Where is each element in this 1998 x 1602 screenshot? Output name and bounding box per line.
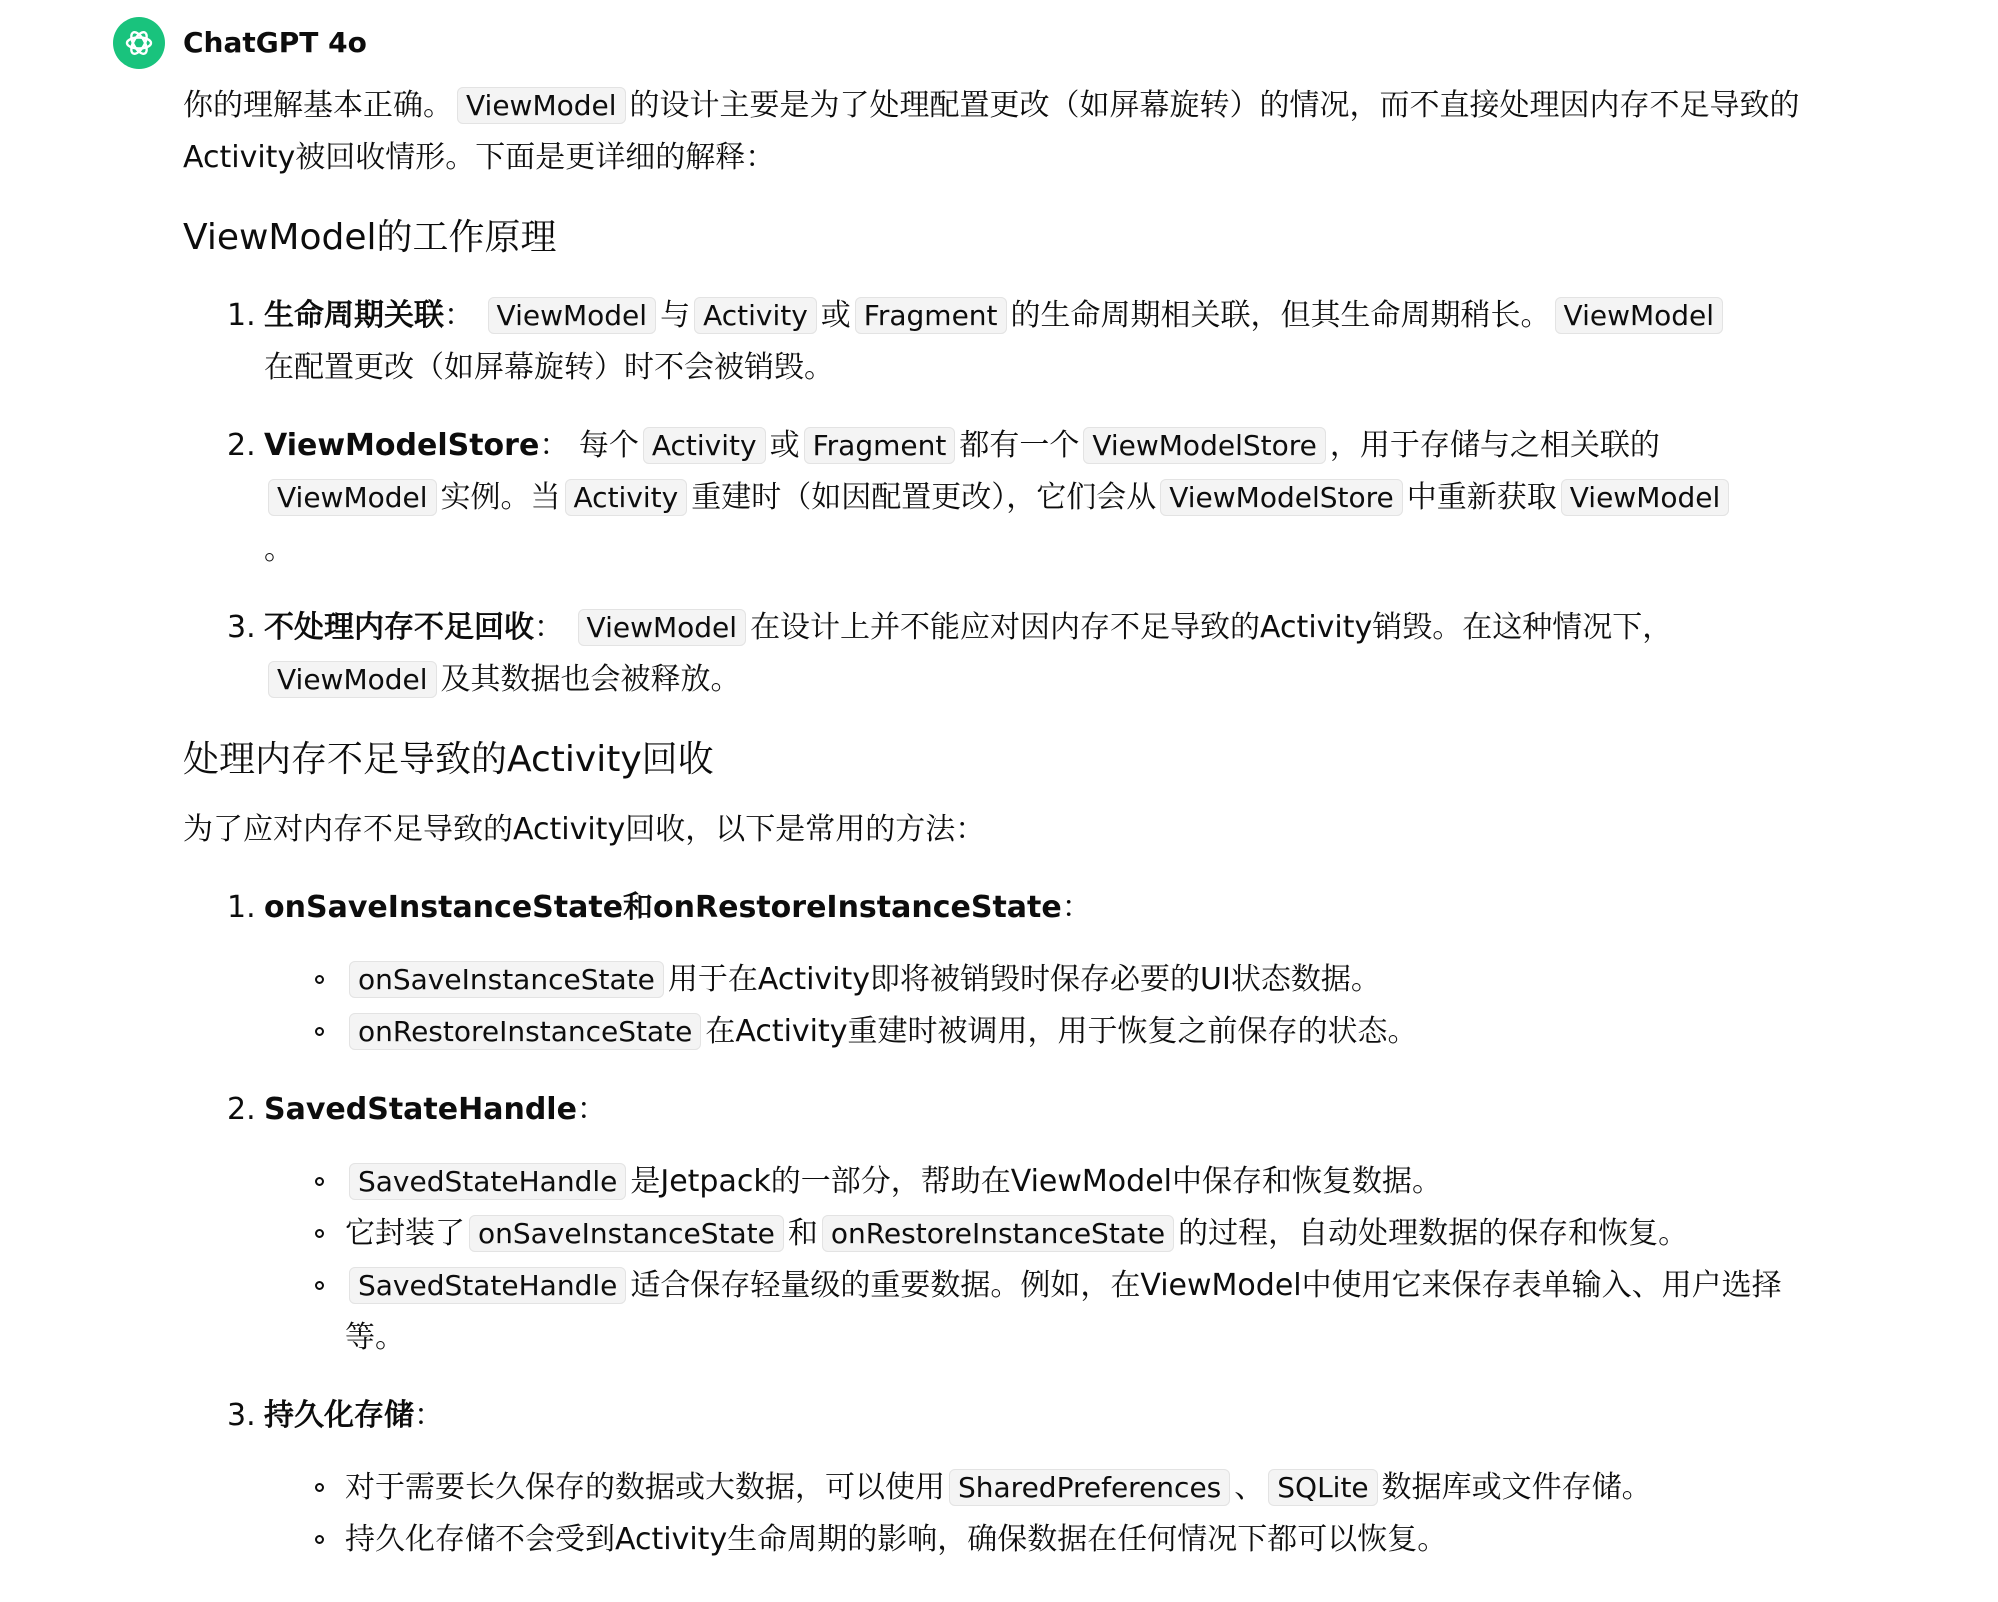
item-text: 在Activity重建时被调用，用于恢复之前保存的状态。 <box>705 1014 1418 1049</box>
item-text: ，用于存储与之相关联的 <box>1329 428 1660 463</box>
item-text: 在设计上并不能应对因内存不足导致的Activity销毁。在这种情况下， <box>750 610 1673 645</box>
item-title: onSaveInstanceState和onRestoreInstanceState <box>264 890 1062 925</box>
author-name: ChatGPT 4o <box>183 26 367 59</box>
bullet-list <box>264 1462 1823 1566</box>
bullet-item <box>183 1006 1823 1058</box>
bullet-icon <box>315 975 324 984</box>
bullet-item <box>183 1462 1823 1514</box>
bullet-icon <box>315 1027 324 1036</box>
list-item <box>183 602 1823 706</box>
inline-code: ViewModelStore <box>1083 427 1326 464</box>
item-text: 及其数据也会被释放。 <box>440 662 741 697</box>
colon: ： <box>414 1398 444 1433</box>
item-title: 生命周期关联 <box>264 298 444 333</box>
inline-code: SavedStateHandle <box>349 1163 626 1200</box>
list-item <box>183 290 1823 394</box>
colon: ： <box>1061 890 1092 925</box>
item-text: 的过程，自动处理数据的保存和恢复。 <box>1178 1216 1689 1251</box>
list-item <box>183 420 1823 576</box>
colon: ： <box>534 610 564 645</box>
item-text: 在配置更改（如屏幕旋转）时不会被销毁。 <box>264 350 834 385</box>
item-text: 持久化存储不会受到Activity生命周期的影响，确保数据在任何情况下都可以恢复。 <box>345 1522 1448 1557</box>
intro-text: 的设计主要是为了处理配置更改（如屏幕旋转）的情况，而不直接处理因内存不足导致的Activity被回收情形。下面是更详细的解释： <box>183 88 1800 175</box>
item-text: 或 <box>769 428 800 463</box>
item-text: 是Jetpack的一部分，帮助在ViewModel中保存和恢复数据。 <box>630 1164 1442 1199</box>
list-item <box>183 1390 1823 1566</box>
colon: ： <box>444 298 474 333</box>
bullet-item <box>183 954 1823 1006</box>
item-text: 都有一个 <box>959 428 1080 463</box>
bullet-item <box>183 1260 1823 1364</box>
list-number: 3. <box>227 610 256 645</box>
item-text: 与 <box>660 298 691 333</box>
section-intro: 为了应对内存不足导致的Activity回收，以下是常用的方法： <box>183 812 986 847</box>
list-number: 3. <box>227 1398 256 1433</box>
bullet-item <box>183 1514 1823 1566</box>
message-body <box>183 80 1823 1580</box>
item-text: 重建时（如因配置更改），它们会从 <box>691 480 1157 515</box>
inline-code: Fragment <box>804 427 956 464</box>
item-title: ViewModelStore <box>264 428 540 463</box>
inline-code: onRestoreInstanceState <box>822 1215 1174 1252</box>
openai-logo-icon <box>122 26 156 60</box>
inline-code: onSaveInstanceState <box>469 1215 784 1252</box>
intro-text: 你的理解基本正确。 <box>183 88 453 123</box>
colon: ： <box>539 428 570 463</box>
bullet-list <box>264 954 1823 1058</box>
inline-code: ViewModel <box>1561 479 1730 516</box>
item-text: 。 <box>264 532 294 567</box>
inline-code: Fragment <box>855 297 1007 334</box>
bullet-icon <box>315 1281 324 1290</box>
item-text: 的生命周期相关联，但其生命周期稍长。 <box>1010 298 1551 333</box>
list-number: 1. <box>227 890 256 925</box>
item-text: 它封装了 <box>345 1216 465 1251</box>
inline-code: onRestoreInstanceState <box>349 1013 701 1050</box>
item-text: 或 <box>820 298 851 333</box>
item-text: 中重新获取 <box>1406 480 1557 515</box>
list-item <box>183 882 1823 1058</box>
item-text: 数据库或文件存储。 <box>1381 1470 1652 1505</box>
inline-code: ViewModel <box>578 609 747 646</box>
bullet-icon <box>315 1229 324 1238</box>
inline-code: onSaveInstanceState <box>349 961 664 998</box>
item-text: 实例。当 <box>440 480 561 515</box>
inline-code: Activity <box>643 427 766 464</box>
inline-code: ViewModel <box>488 297 657 334</box>
bullet-item <box>183 1156 1823 1208</box>
inline-code: SQLite <box>1268 1469 1377 1506</box>
item-text: 对于需要长久保存的数据或大数据，可以使用 <box>345 1470 945 1505</box>
bullet-list <box>264 1156 1823 1364</box>
list-number: 1. <box>227 298 256 333</box>
item-text: 和 <box>787 1216 818 1251</box>
inline-code: ViewModel <box>457 87 626 124</box>
item-title: 持久化存储 <box>264 1398 414 1433</box>
item-text: 、 <box>1234 1470 1265 1505</box>
colon: ： <box>576 1092 607 1127</box>
avatar <box>113 17 165 69</box>
ordered-list <box>183 882 1823 1566</box>
bullet-item <box>183 1208 1823 1260</box>
inline-code: Activity <box>694 297 817 334</box>
section-heading: 处理内存不足导致的Activity回收 <box>183 739 714 780</box>
inline-code: ViewModel <box>1555 297 1724 334</box>
inline-code: ViewModel <box>268 479 437 516</box>
section-heading: ViewModel的工作原理 <box>183 217 557 258</box>
bullet-icon <box>315 1535 324 1544</box>
intro-paragraph <box>183 80 1823 184</box>
bullet-icon <box>315 1483 324 1492</box>
list-number: 2. <box>227 428 256 463</box>
item-text: 每个 <box>578 428 639 463</box>
list-number: 2. <box>227 1092 256 1127</box>
item-title: SavedStateHandle <box>264 1092 577 1127</box>
list-item <box>183 1084 1823 1364</box>
inline-code: SavedStateHandle <box>349 1267 626 1304</box>
inline-code: SharedPreferences <box>949 1469 1230 1506</box>
bullet-icon <box>315 1177 324 1186</box>
inline-code: Activity <box>565 479 688 516</box>
item-text: 用于在Activity即将被销毁时保存必要的UI状态数据。 <box>667 962 1381 997</box>
inline-code: ViewModelStore <box>1160 479 1403 516</box>
item-text: 适合保存轻量级的重要数据。例如，在ViewModel中使用它来保存表单输入、用户选择等。 <box>345 1268 1782 1355</box>
inline-code: ViewModel <box>268 661 437 698</box>
item-title: 不处理内存不足回收 <box>264 610 534 645</box>
ordered-list <box>183 290 1823 706</box>
